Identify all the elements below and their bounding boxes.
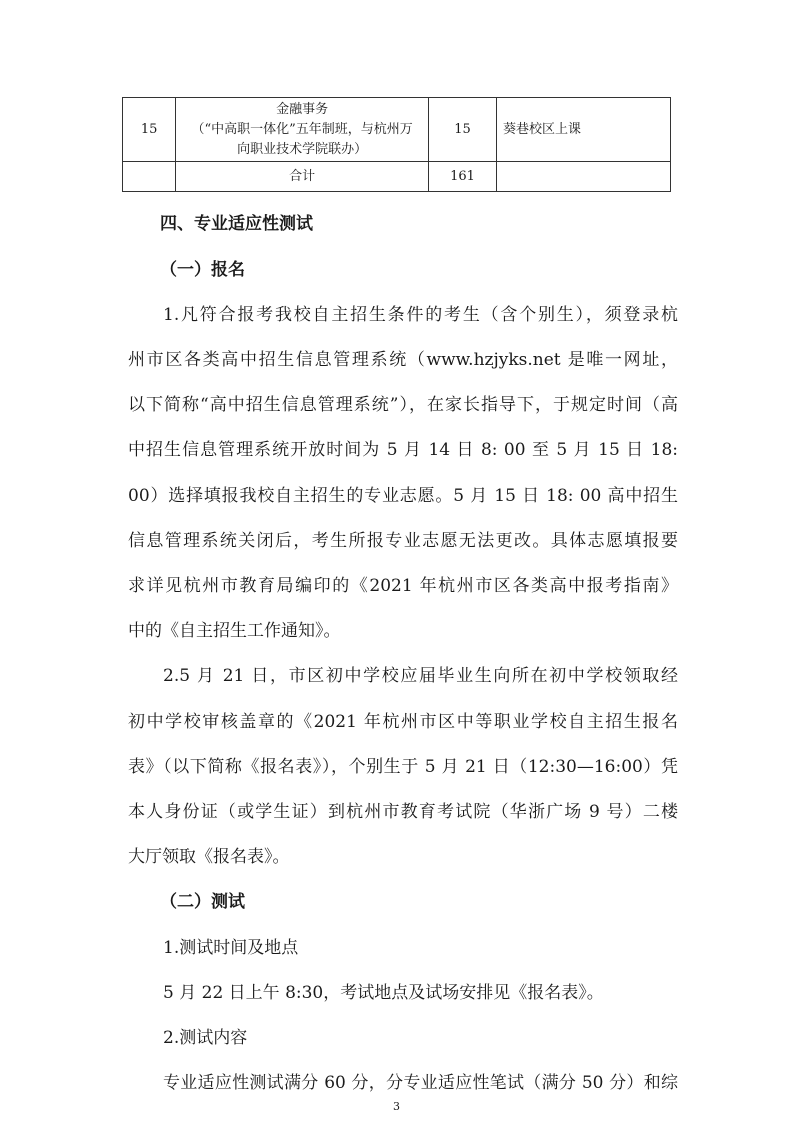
empty-cell bbox=[497, 162, 671, 192]
paragraph-line: 州市区各类高中招生信息管理系统（www.hzjyks.net 是唯一网址， bbox=[128, 350, 678, 370]
paragraph-line: 求详见杭州市教育局编印的《2021 年杭州市区各类高中报考指南》 bbox=[128, 576, 678, 596]
paragraph-line: 本人身份证（或学生证）到杭州市教育考试院（华浙广场 9 号）二楼 bbox=[128, 802, 678, 822]
enrollment-table bbox=[122, 97, 671, 192]
remark: 葵巷校区上课 bbox=[497, 98, 671, 162]
paragraph-line: 大厅领取《报名表》。 bbox=[128, 847, 290, 867]
paragraph-line: 中的《自主招生工作通知》。 bbox=[128, 621, 341, 641]
paragraph-line: 中招生信息管理系统开放时间为 5 月 14 日 8: 00 至 5 月 15 日 18: bbox=[128, 440, 678, 460]
section-heading: 四、专业适应性测试 bbox=[160, 214, 313, 234]
table-row-total bbox=[123, 162, 671, 192]
paragraph-line: 1.测试时间及地点 bbox=[163, 938, 299, 958]
paragraph-line: 表》（以下简称《报名表》），个别生于 5 月 21 日（12:30—16:00）凭 bbox=[128, 757, 678, 777]
paragraph-line: 信息管理系统关闭后，考生所报专业志愿无法更改。具体志愿填报要 bbox=[128, 531, 678, 551]
paragraph-line: 5 月 22 日上午 8:30，考试地点及试场安排见《报名表》。 bbox=[163, 983, 604, 1003]
total-count: 161 bbox=[428, 162, 496, 192]
total-label: 合计 bbox=[176, 162, 429, 192]
major-cell bbox=[176, 98, 429, 162]
paragraph-line: 2.测试内容 bbox=[163, 1028, 248, 1048]
plan-count: 15 bbox=[428, 98, 496, 162]
paragraph-line: 以下简称“高中招生信息管理系统”），在家长指导下，于规定时间（高 bbox=[128, 395, 678, 415]
paragraph-line: 2.5 月 21 日，市区初中学校应届毕业生向所在初中学校领取经 bbox=[163, 666, 678, 686]
table-row bbox=[123, 98, 671, 162]
major-note-line2: 向职业技术学院联办） bbox=[237, 141, 368, 157]
page-number: 3 bbox=[393, 1100, 400, 1113]
paragraph-line: 专业适应性测试满分 60 分，分专业适应性笔试（满分 50 分）和综 bbox=[163, 1073, 678, 1093]
major-note-line1: （“中高职一体化”五年制班，与杭州万 bbox=[191, 121, 413, 137]
row-number: 15 bbox=[123, 98, 176, 162]
empty-cell bbox=[123, 162, 176, 192]
subsection-heading: （一）报名 bbox=[160, 260, 245, 280]
paragraph-line: 初中学校审核盖章的《2021 年杭州市区中等职业学校自主招生报名 bbox=[128, 712, 678, 732]
paragraph-line: 1.凡符合报考我校自主招生条件的考生（含个别生），须登录杭 bbox=[163, 305, 678, 325]
subsection-heading: （二）测试 bbox=[160, 892, 245, 912]
major-name: 金融事务 bbox=[276, 101, 329, 117]
paragraph-line: 00）选择填报我校自主招生的专业志愿。5 月 15 日 18: 00 高中招生 bbox=[128, 486, 678, 506]
